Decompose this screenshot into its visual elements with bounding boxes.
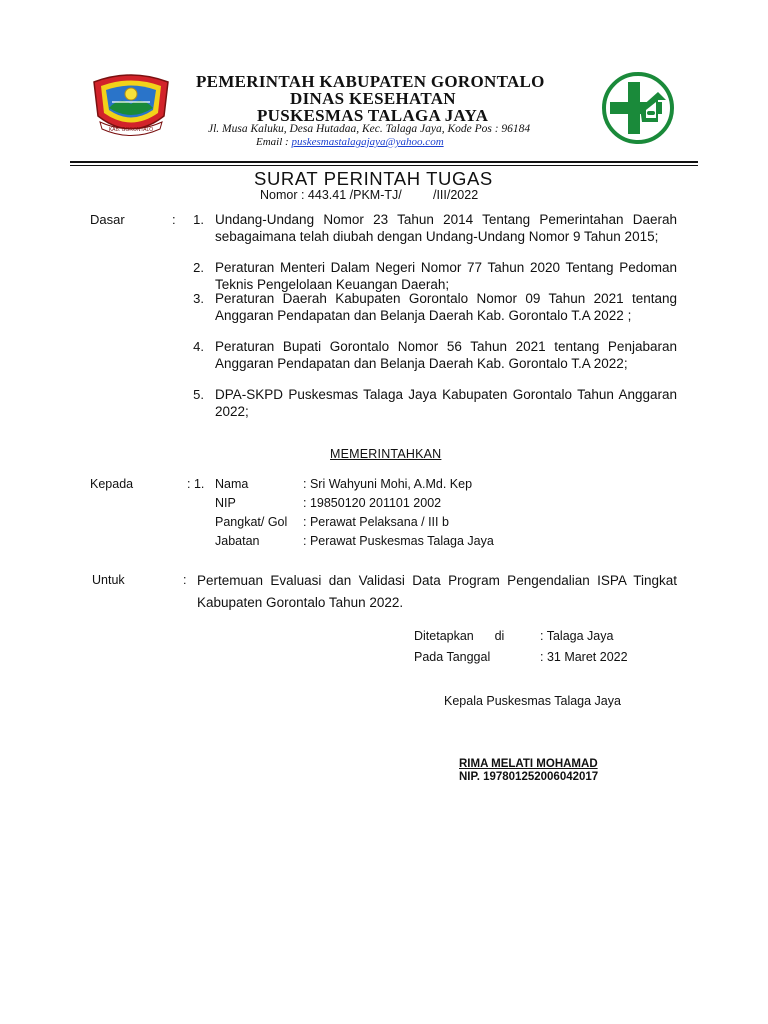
date-value: : 31 Maret 2022: [540, 650, 628, 664]
untuk-colon: :: [183, 573, 187, 587]
dasar-item-3-text: Peraturan Daerah Kabupaten Gorontalo Nomor 09 Tahun 2021 tentang Anggaran Pendapatan dan Belanja Daerah Kab. Gorontalo T.A 2022 ;: [215, 291, 677, 323]
email-label: Email :: [256, 136, 289, 148]
letterhead-line1: PEMERINTAH KABUPATEN GORONTALO: [196, 72, 545, 91]
logo-kabupaten-gorontalo-icon: [90, 72, 172, 138]
memerintahkan-heading: MEMERINTAHKAN: [330, 447, 442, 461]
logo-ribbon-text: KAB. GORONTALO: [108, 127, 154, 133]
dasar-item-3-num: 3.: [193, 291, 204, 306]
kepada-key-nip: NIP: [215, 496, 236, 510]
dasar-item-2-text: Peraturan Menteri Dalam Negeri Nomor 77 Tahun 2020 Tentang Pedoman Teknis Pengelolaan Keuangan Daerah;: [215, 260, 677, 292]
dasar-item-1-num: 1.: [193, 212, 204, 227]
dasar-label: Dasar: [90, 212, 125, 227]
signatory-position: Kepala Puskesmas Talaga Jaya: [444, 694, 621, 708]
untuk-label: Untuk: [92, 573, 125, 587]
dasar-item-5-text: DPA-SKPD Puskesmas Talaga Jaya Kabupaten Gorontalo Tahun Anggaran 2022;: [215, 387, 677, 419]
email-link[interactable]: puskesmastalagajaya@yahoo.com: [291, 136, 444, 148]
kepada-key-nama: Nama: [215, 477, 249, 491]
dasar-item-2-num: 2.: [193, 260, 204, 275]
logo-puskesmas-icon: [600, 72, 676, 144]
letterhead-rule-thin: [70, 165, 698, 166]
letterhead-rule-thick: [70, 161, 698, 163]
letterhead-line2: DINAS KESEHATAN: [290, 89, 456, 108]
dasar-item-5-num: 5.: [193, 387, 204, 402]
dasar-colon: :: [172, 212, 176, 227]
date-label: Pada Tanggal: [414, 650, 491, 664]
signatory-nip: NIP. 197801252006042017: [459, 771, 599, 783]
kepada-prefix: : 1.: [187, 477, 205, 491]
kepada-value-nama: : Sri Wahyuni Mohi, A.Md. Kep: [303, 477, 473, 491]
place-label: Ditetapkan di: [414, 629, 505, 643]
letterhead-email: [256, 136, 444, 148]
kepada-value-pangkat: : Perawat Pelaksana / III b: [303, 515, 449, 529]
signatory-name: RIMA MELATI MOHAMAD: [459, 758, 598, 770]
kepada-label: Kepada: [90, 477, 134, 491]
kepada-key-pangkat: Pangkat/ Gol: [215, 515, 288, 529]
document-title: SURAT PERINTAH TUGAS: [254, 168, 493, 189]
kepada-value-jabatan: : Perawat Puskesmas Talaga Jaya: [303, 534, 494, 548]
dasar-item-4-num: 4.: [193, 339, 204, 354]
letterhead-address: Jl. Musa Kaluku, Desa Hutadaa, Kec. Talaga Jaya, Kode Pos : 96184: [208, 123, 531, 135]
kepada-key-jabatan: Jabatan: [215, 534, 260, 548]
place-value: : Talaga Jaya: [540, 629, 614, 643]
letterhead-line3: PUSKESMAS TALAGA JAYA: [257, 106, 489, 125]
dasar-item-4-text: Peraturan Bupati Gorontalo Nomor 56 Tahun 2021 tentang Penjabaran Anggaran Pendapatan dan Belanja Daerah Kab. Gorontalo T.A 2022;: [215, 339, 677, 371]
document-number: Nomor : 443.41 /PKM-TJ/ /III/2022: [260, 188, 479, 202]
dasar-item-1-text: Undang-Undang Nomor 23 Tahun 2014 Tentang Pemerintahan Daerah sebagaimana telah diubah dengan Undang-Undang Nomor 9 Tahun 2015;: [215, 212, 677, 244]
untuk-text: Pertemuan Evaluasi dan Validasi Data Program Pengendalian ISPA Tingkat Kabupaten Gorontalo Tahun 2022.: [197, 573, 677, 610]
kepada-value-nip: : 19850120 201101 2002: [303, 496, 442, 510]
